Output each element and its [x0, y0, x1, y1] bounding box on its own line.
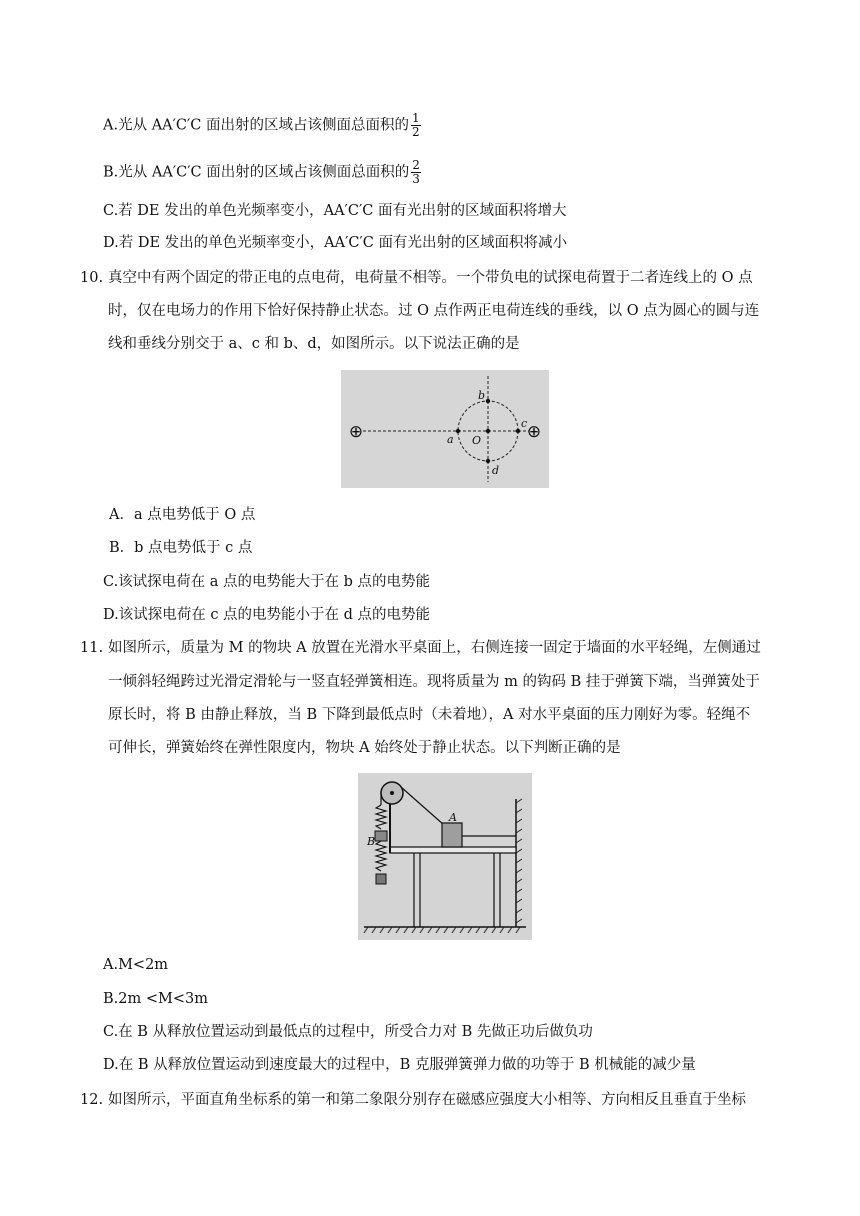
q11-option-a: A.M<2m [103, 957, 169, 973]
q11-stem-line2: 一倾斜轻绳跨过光滑定滑轮与一竖直轻弹簧相连。现将质量为 m 的钩码 B 挂于弹簧下端，当弹簧处于 [108, 674, 760, 690]
right-positive-charge: ⊕ [526, 422, 542, 442]
q12-stem-line1: 如图所示，平面直角坐标系的第一和第二象限分别存在磁感应强度大小相等、方向相反且垂直于坐标 [108, 1092, 746, 1108]
fraction-two-thirds [411, 159, 421, 186]
q11-number: 11. [80, 640, 104, 656]
point-d [486, 459, 490, 463]
block-a [442, 823, 462, 847]
table-top [390, 847, 516, 853]
q9-option-d: D.若 DE 发出的单色光频率变小，AA′C′C 面有光出射的区域面积将减小 [103, 235, 567, 251]
q11-option-b: B.2m <M<3m [103, 991, 208, 1007]
lower-weight [376, 874, 386, 884]
q10-stem-line2: 时，仅在电场力的作用下恰好保持静止状态。过 O 点作两正电荷连线的垂线，以 O 点为圆心的圆与连 [108, 303, 760, 319]
q9-option-a [103, 112, 421, 139]
left-positive-charge: ⊕ [348, 422, 364, 442]
point-b [486, 399, 490, 403]
q11-stem-line1: 如图所示，质量为 M 的物块 A 放置在光滑水平桌面上，右侧连接一固定于墙面的水平轻绳，左侧通过 [108, 640, 761, 656]
label-c: c [521, 417, 528, 430]
label-weight-b: B [367, 835, 376, 848]
fraction-denominator: 2 [412, 125, 420, 139]
point-o [486, 429, 490, 433]
q10-option-c: C.该试探电荷在 a 点的电势能大于在 b 点的电势能 [103, 574, 431, 590]
hook-weight-b [375, 831, 387, 841]
fraction-numerator: 1 [412, 111, 420, 125]
q10-stem-line3: 线和垂线分别交于 a、c 和 b、d，如图所示。以下说法正确的是 [108, 336, 520, 352]
label-d: d [492, 464, 500, 477]
q11-figure-pulley-spring-block [358, 773, 532, 940]
q10-stem-line1: 真空中有两个固定的带正电的点电荷，电荷量不相等。一个带负电的试探电荷置于二者连线上的 O 点 [108, 270, 753, 286]
label-o: O [472, 434, 482, 447]
label-block-a: A [449, 811, 457, 824]
fraction-numerator: 2 [412, 158, 420, 172]
q11-stem-line3: 原长时，将 B 由静止释放，当 B 下降到最低点时（未着地），A 对水平桌面的压力刚好为零。轻绳不 [108, 707, 751, 723]
point-c [516, 429, 520, 433]
q10-option-a: A．a 点电势低于 O 点 [109, 507, 256, 523]
q10-option-d: D.该试探电荷在 c 点的电势能小于在 d 点的电势能 [103, 607, 431, 623]
fraction-one-half [411, 112, 421, 139]
q12-number: 12. [80, 1092, 104, 1108]
q9-option-b-text: B.光从 AA′C′C 面出射的区域占该侧面总面积的 [103, 164, 410, 181]
q9-option-c: C.若 DE 发出的单色光频率变小，AA′C′C 面有光出射的区域面积将增大 [103, 203, 567, 219]
q11-option-c: C.在 B 从释放位置运动到最低点的过程中，所受合力对 B 先做正功后做负功 [103, 1024, 593, 1040]
point-a [456, 429, 460, 433]
q10-figure-circle-charges [341, 370, 549, 488]
q10-option-b: B．b 点电势低于 c 点 [109, 540, 253, 556]
label-a: a [447, 433, 454, 446]
q9-option-a-text: A.光从 AA′C′C 面出射的区域占该侧面总面积的 [103, 117, 410, 134]
q10-number: 10. [80, 270, 104, 286]
q11-stem-line4: 可伸长，弹簧始终在弹性限度内，物块 A 始终处于静止状态。以下判断正确的是 [108, 740, 621, 756]
q11-option-d: D.在 B 从释放位置运动到速度最大的过程中，B 克服弹簧弹力做的功等于 B 机械能的减少量 [103, 1057, 696, 1073]
pulley-axle [390, 791, 394, 795]
q9-option-b [103, 159, 421, 186]
fraction-denominator: 3 [412, 172, 420, 186]
label-b: b [478, 389, 486, 402]
